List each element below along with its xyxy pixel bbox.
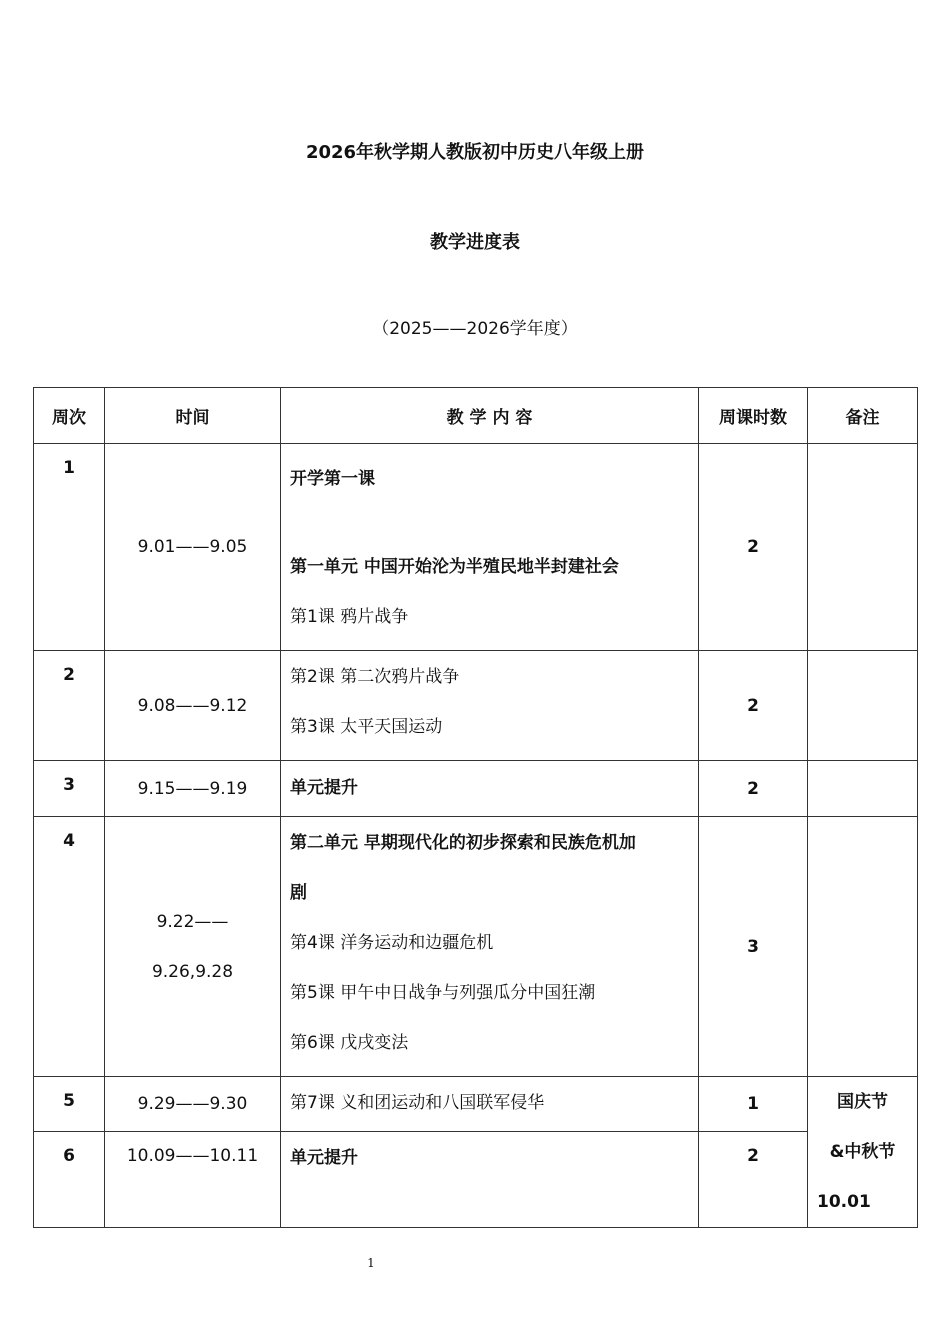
content-line: 第2课 第二次鸦片战争	[290, 667, 460, 687]
schedule-table	[33, 387, 918, 1228]
week-number: 6	[34, 1132, 105, 1228]
note-line: 国庆节	[837, 1092, 888, 1112]
week-number: 5	[34, 1077, 105, 1132]
week-time-start: 9.22——	[156, 911, 229, 932]
week-number: 2	[34, 651, 105, 761]
table-row	[34, 444, 918, 651]
week-note	[808, 761, 918, 817]
week-hours: 2	[699, 761, 808, 817]
week-content	[281, 1132, 699, 1228]
week-note	[808, 817, 918, 1077]
document-title: 2026年秋学期人教版初中历史八年级上册	[305, 142, 645, 163]
content-line: 第6课 戊戌变法	[290, 1033, 409, 1053]
week-hours: 2	[699, 651, 808, 761]
page-number: 1	[367, 1256, 375, 1270]
week-hours: 2	[699, 1132, 808, 1228]
table-row	[34, 651, 918, 761]
holiday-note	[808, 1077, 918, 1228]
week-hours: 2	[699, 444, 808, 651]
school-year: （2025——2026学年度）	[372, 319, 578, 339]
table-row	[34, 761, 918, 817]
week-number: 3	[34, 761, 105, 817]
content-line: 第二单元 早期现代化的初步探索和民族危机加	[290, 833, 636, 853]
header-content: 教 学 内 容	[281, 388, 699, 444]
content-line: 第5课 甲午中日战争与列强瓜分中国狂潮	[290, 983, 596, 1003]
table-row	[34, 817, 918, 1077]
content-line: 第一单元 中国开始沦为半殖民地半封建社会	[290, 557, 619, 577]
content-line: 第1课 鸦片战争	[290, 607, 409, 627]
header-hours: 周课时数	[699, 388, 808, 444]
week-time	[105, 817, 281, 1077]
content-line: 第4课 洋务运动和边疆危机	[290, 933, 494, 953]
table-header-row	[34, 388, 918, 444]
week-time: 9.29——9.30	[105, 1077, 281, 1132]
header-note: 备注	[808, 388, 918, 444]
week-hours: 1	[699, 1077, 808, 1132]
week-time: 9.01——9.05	[105, 444, 281, 651]
week-content	[281, 761, 699, 817]
content-line: 开学第一课	[290, 469, 375, 489]
content-line: 单元提升	[290, 778, 358, 798]
document-subtitle: 教学进度表	[430, 232, 520, 253]
content-line: 第7课 义和团运动和八国联军侵华	[290, 1093, 545, 1113]
week-content	[281, 651, 699, 761]
note-line: 10.01	[817, 1192, 871, 1212]
week-content	[281, 1077, 699, 1132]
week-time-end: 9.26,9.28	[151, 961, 234, 982]
week-time: 10.09——10.11	[105, 1132, 281, 1228]
week-note	[808, 444, 918, 651]
week-content	[281, 444, 699, 651]
week-number: 4	[34, 817, 105, 1077]
week-note	[808, 651, 918, 761]
content-line: 第3课 太平天国运动	[290, 717, 443, 737]
table-row	[34, 1132, 918, 1228]
week-content	[281, 817, 699, 1077]
header-time: 时间	[105, 388, 281, 444]
week-time: 9.08——9.12	[105, 651, 281, 761]
content-line: 剧	[290, 883, 307, 903]
table-row	[34, 1077, 918, 1132]
week-hours: 3	[699, 817, 808, 1077]
content-line: 单元提升	[290, 1148, 358, 1169]
note-line: &中秋节	[829, 1142, 896, 1162]
header-week: 周次	[34, 388, 105, 444]
week-time: 9.15——9.19	[105, 761, 281, 817]
week-number: 1	[34, 444, 105, 651]
